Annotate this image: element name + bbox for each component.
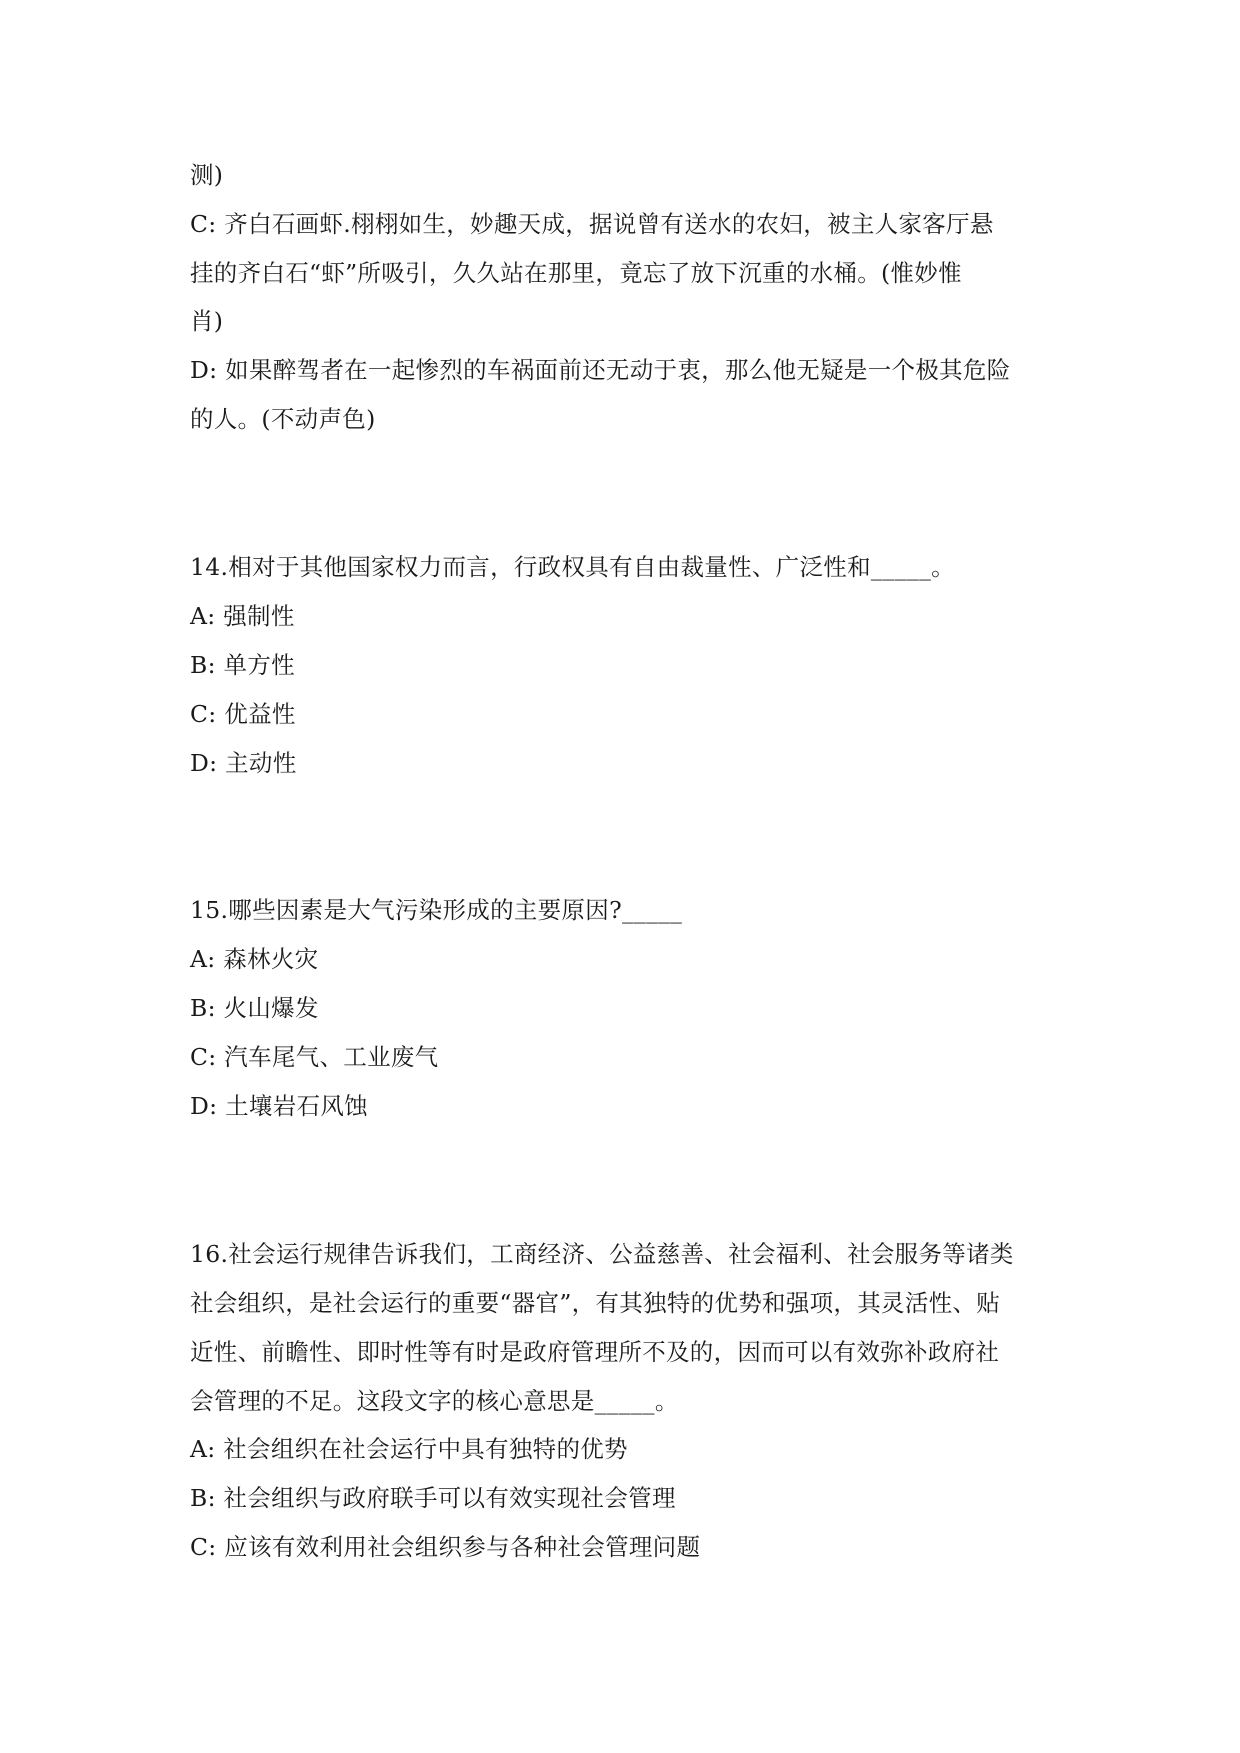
q16-option-b: B: 社会组织与政府联手可以有效实现社会管理 (190, 1484, 676, 1512)
q13-option-d-line2: 的人。(不动声色) (190, 405, 376, 433)
q13-stem-tail: 测) (190, 161, 224, 189)
q16-stem-line4: 会管理的不足。这段文字的核心意思是_____。 (190, 1387, 679, 1415)
q14-option-b: B: 单方性 (190, 651, 295, 679)
q15-stem: 15.哪些因素是大气污染形成的主要原因?_____ (190, 896, 683, 924)
q14-stem: 14.相对于其他国家权力而言，行政权具有自由裁量性、广泛性和_____。 (190, 553, 955, 581)
q15-option-b: B: 火山爆发 (190, 994, 319, 1022)
q13-option-c-line3: 肖) (190, 307, 224, 335)
q16-option-c: C: 应该有效利用社会组织参与各种社会管理问题 (190, 1533, 701, 1561)
q13-option-d-line1: D: 如果醉驾者在一起惨烈的车祸面前还无动于衷，那么他无疑是一个极其危险 (190, 356, 1011, 384)
q16-stem-line1: 16.社会运行规律告诉我们，工商经济、公益慈善、社会福利、社会服务等诸类 (190, 1240, 1014, 1268)
q16-stem-line3: 近性、前瞻性、即时性等有时是政府管理所不及的，因而可以有效弥补政府社 (190, 1338, 1000, 1366)
q16-option-a: A: 社会组织在社会运行中具有独特的优势 (190, 1435, 628, 1463)
q15-option-a: A: 森林火灾 (190, 945, 319, 973)
q14-option-d: D: 主动性 (190, 749, 297, 777)
q13-option-c-line1: C: 齐白石画虾.栩栩如生，妙趣天成，据说曾有送水的农妇，被主人家客厅悬 (190, 210, 994, 238)
q14-option-a: A: 强制性 (190, 602, 295, 630)
q16-stem-line2: 社会组织，是社会运行的重要“器官”，有其独特的优势和强项，其灵活性、贴 (190, 1289, 1001, 1317)
q13-option-c-line2: 挂的齐白石“虾”所吸引，久久站在那里，竟忘了放下沉重的水桶。(惟妙惟 (190, 259, 962, 287)
q15-option-c: C: 汽车尾气、工业废气 (190, 1043, 439, 1071)
q15-option-d: D: 土壤岩石风蚀 (190, 1092, 368, 1120)
q14-option-c: C: 优益性 (190, 700, 296, 728)
